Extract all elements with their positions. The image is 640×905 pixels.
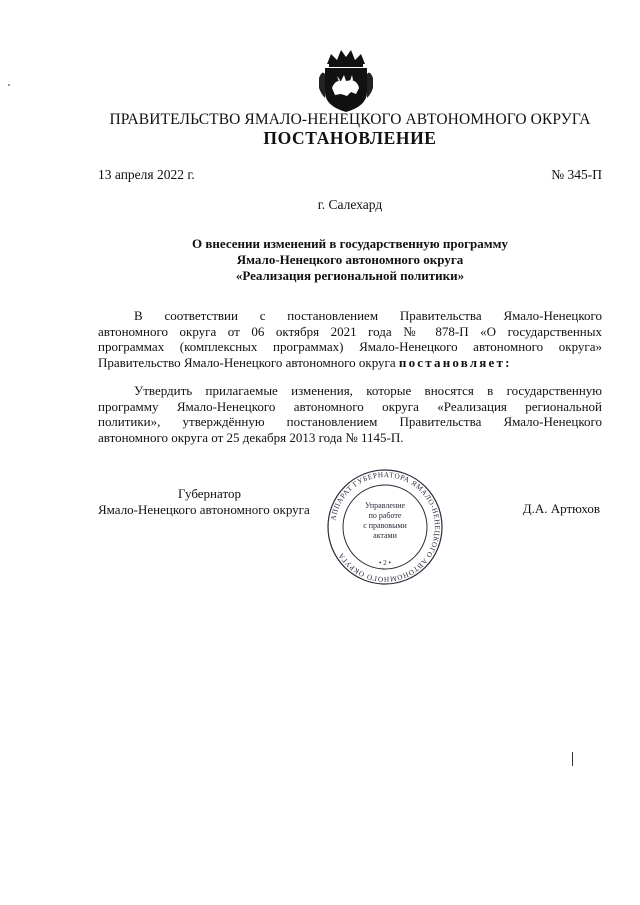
paragraph-line: программах (комплексных программах) Ямало-Ненецкого автономного округа»: [98, 339, 602, 354]
coat-of-arms-icon: [317, 48, 375, 114]
document-city: г. Салехард: [317, 197, 383, 212]
operative-paragraph: [98, 383, 602, 445]
document-title: [98, 236, 602, 284]
paragraph-line: Утвердить прилагаемые изменения, которые вносятся в государственную: [134, 383, 602, 398]
signatory-name: Д.А. Артюхов: [522, 501, 600, 516]
scan-speck: [8, 84, 10, 86]
preamble-paragraph: [98, 308, 602, 370]
stamp-line: с правовыми: [363, 521, 407, 530]
stamp-line: по работе: [368, 511, 402, 520]
title-line: О внесении изменений в государственную программу: [192, 236, 508, 251]
document-date: 13 апреля 2022 г.: [98, 167, 195, 182]
stamp-number: • 2 •: [379, 559, 391, 567]
stamp-ring-textpath: АППАРАТ ГУБЕРНАТОРА ЯМАЛО-НЕНЕЦКОГО АВТОНОМНОГО ОКРУГА: [328, 469, 443, 585]
official-stamp: [325, 468, 445, 586]
margin-mark: [572, 752, 573, 766]
document-number: № 345-П: [551, 167, 602, 182]
paragraph-line: политики», утверждённую постановлением Правительства Ямало-Ненецкого: [98, 414, 602, 429]
resolves-keyword: постановляет:: [398, 354, 512, 370]
document-type: ПОСТАНОВЛЕНИЕ: [263, 128, 437, 148]
position-region: Ямало-Ненецкого автономного округа: [98, 502, 310, 517]
stamp-line: актами: [373, 531, 397, 540]
paragraph-line-last: [98, 355, 602, 371]
title-line: Ямало-Ненецкого автономного округа: [236, 252, 464, 267]
title-line: «Реализация региональной политики»: [235, 268, 465, 283]
paragraph-line: программу Ямало-Ненецкого автономного округа «Реализация региональной: [98, 398, 602, 414]
government-name: ПРАВИТЕЛЬСТВО ЯМАЛО-НЕНЕЦКОГО АВТОНОМНОГО ОКРУГА: [109, 111, 591, 128]
stamp-line: Управление: [364, 501, 406, 510]
position-title: Губернатор: [178, 486, 241, 501]
paragraph-line: автономного округа от 06 октября 2021 года № 878-П «О государственных: [98, 323, 602, 339]
paragraph-line: Правительство Ямало-Ненецкого автономного округа: [98, 354, 396, 370]
paragraph-line: В соответствии с постановлением Правительства Ямало-Ненецкого: [134, 308, 602, 323]
paragraph-line: автономного округа от 25 декабря 2013 года № 1145-П.: [98, 429, 404, 445]
signatory-position: [98, 486, 310, 518]
